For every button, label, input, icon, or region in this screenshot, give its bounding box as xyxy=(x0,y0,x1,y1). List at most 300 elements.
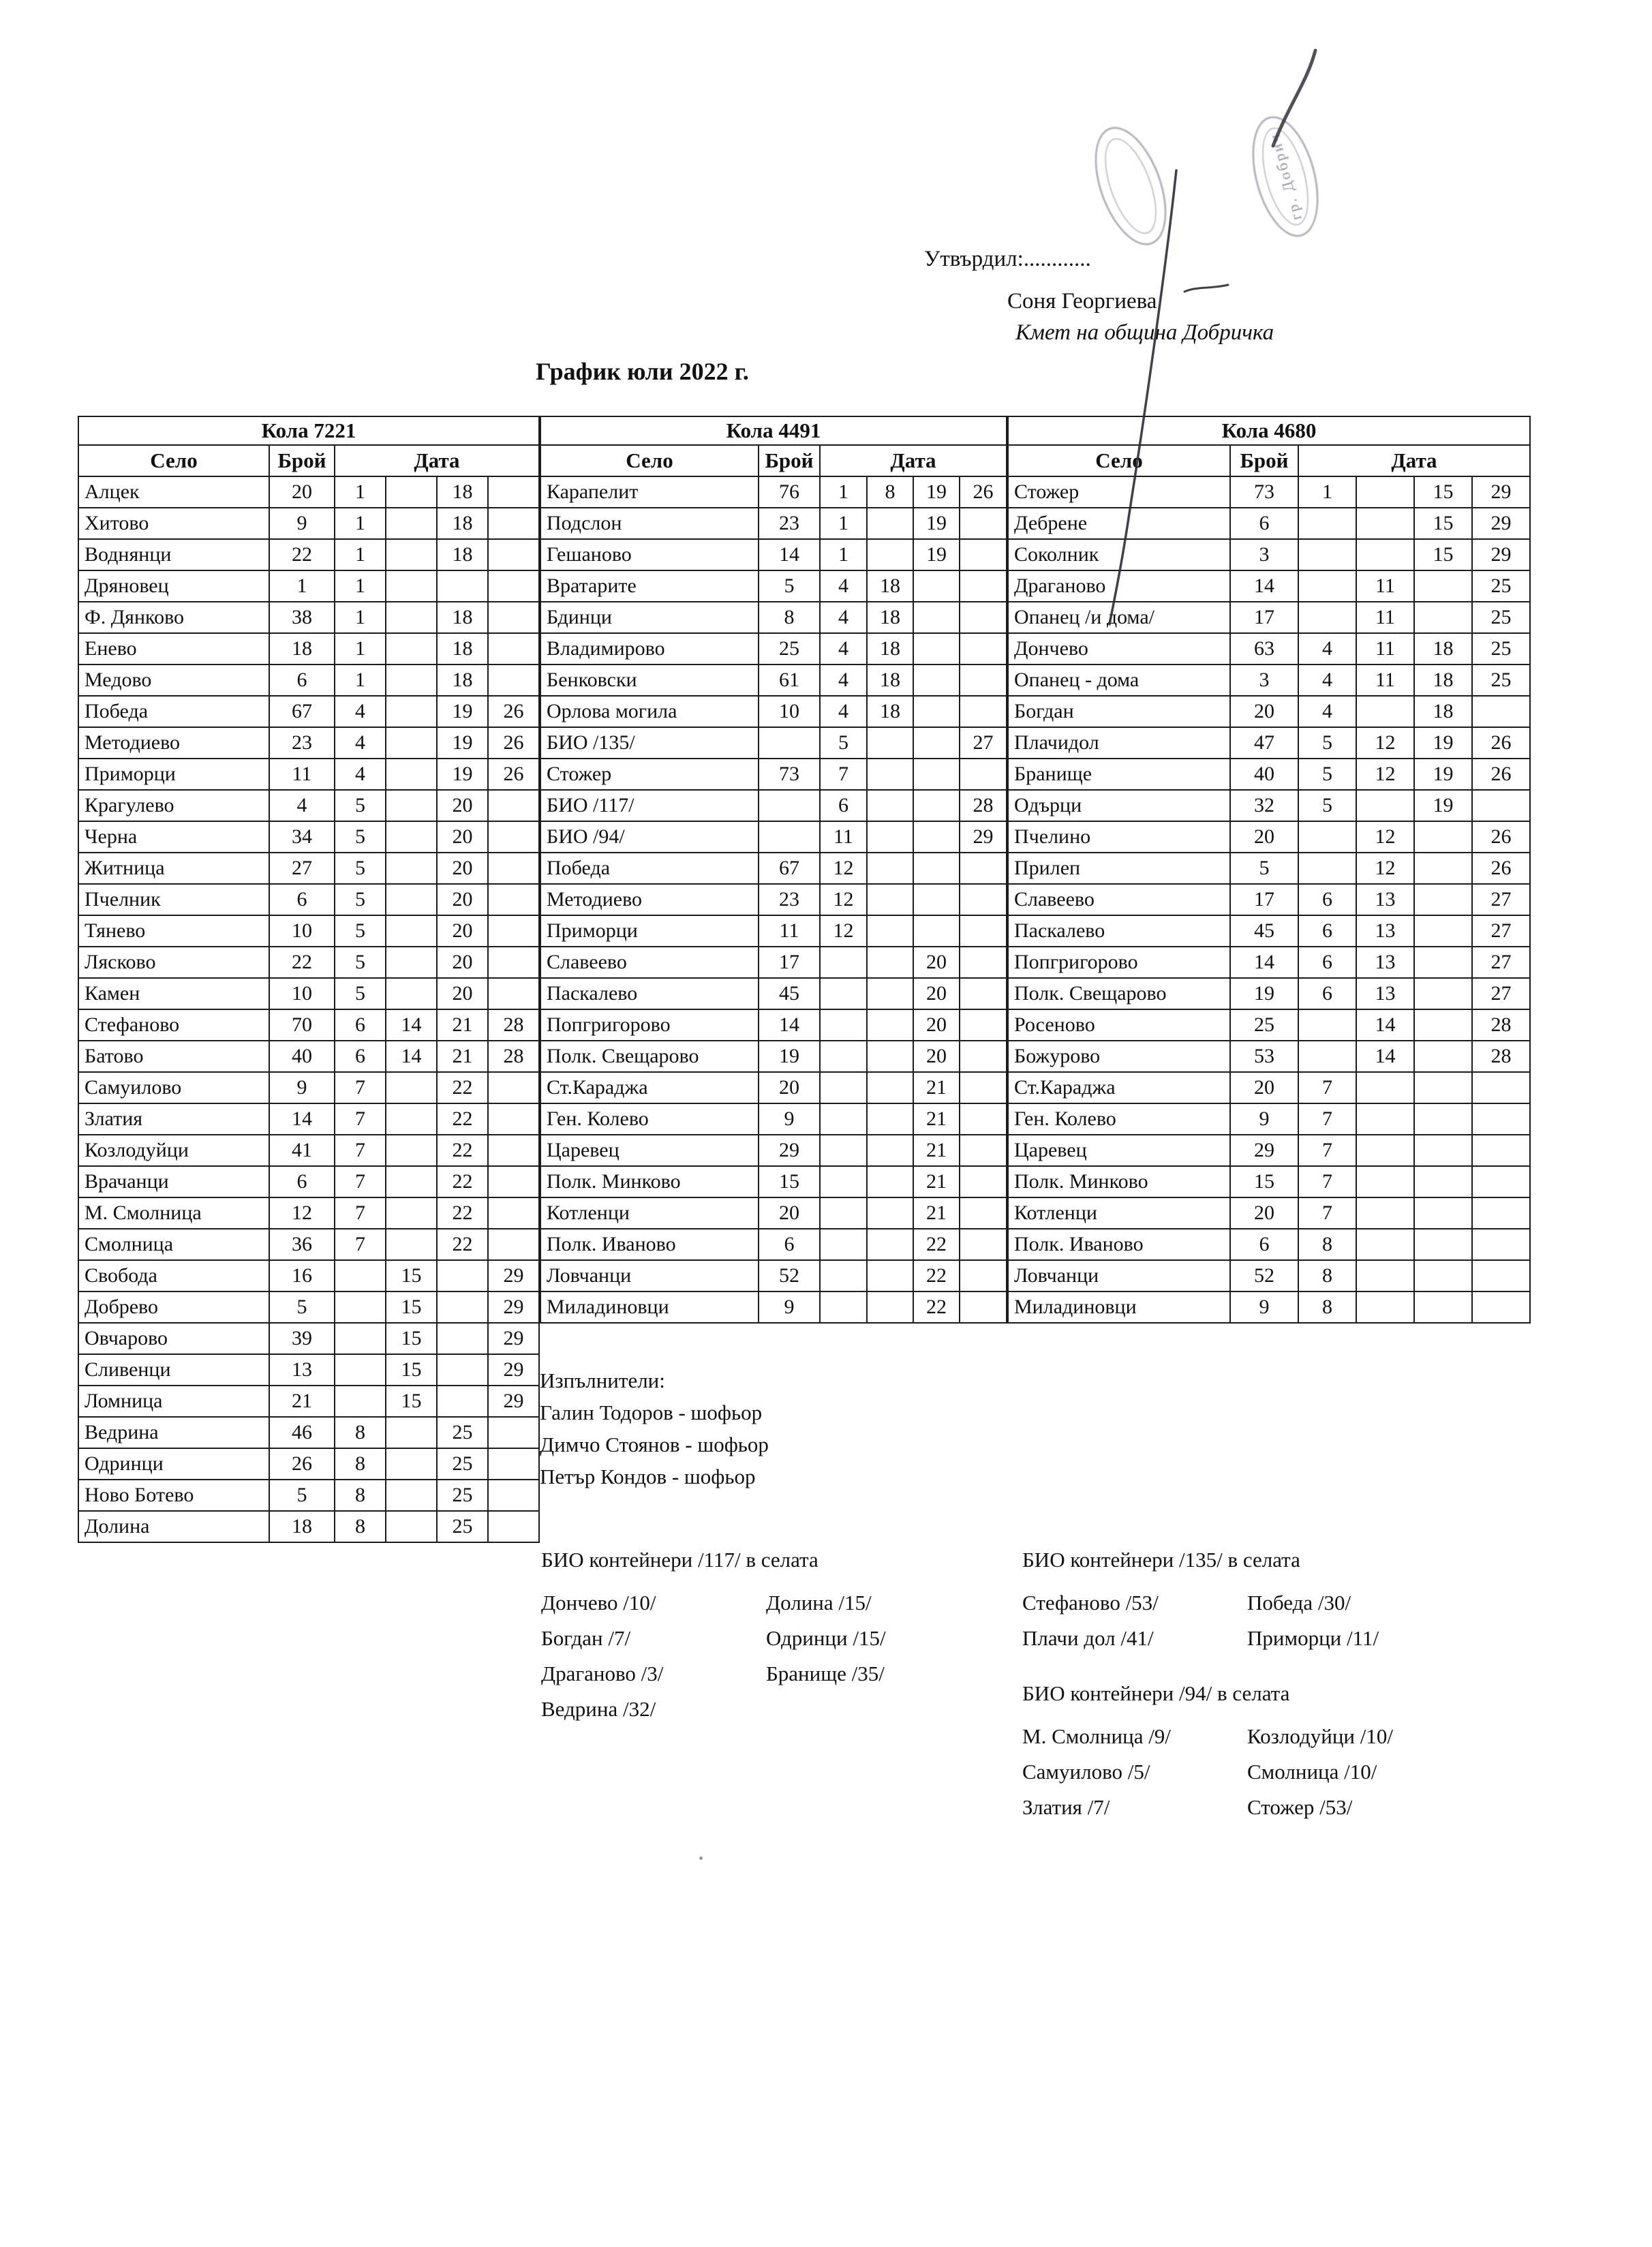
table-row xyxy=(78,947,539,978)
village-cell: Подслон xyxy=(540,508,759,539)
date-cell: 18 xyxy=(1414,633,1472,664)
count-cell: 11 xyxy=(759,915,820,947)
table-row xyxy=(540,539,1007,570)
date-cell: 29 xyxy=(960,821,1007,853)
village-cell: Хитово xyxy=(78,508,269,539)
schedule-table-kola-4680 xyxy=(1007,416,1531,1324)
date-cell: 22 xyxy=(437,1166,488,1197)
count-cell: 26 xyxy=(269,1448,335,1480)
date-cell: 28 xyxy=(960,790,1007,821)
date-cell: 11 xyxy=(1356,602,1414,633)
date-cell: 5 xyxy=(335,853,386,884)
date-cell xyxy=(1356,1166,1414,1197)
date-cell xyxy=(867,539,913,570)
date-cell xyxy=(820,1009,867,1041)
date-cell xyxy=(1356,539,1414,570)
village-cell: Царевец xyxy=(1008,1135,1230,1166)
date-cell xyxy=(960,1103,1007,1135)
village-cell: Опанец /и дома/ xyxy=(1008,602,1230,633)
count-cell: 9 xyxy=(269,508,335,539)
date-cell xyxy=(1414,947,1472,978)
count-cell: 17 xyxy=(1230,884,1298,915)
count-cell: 34 xyxy=(269,821,335,853)
date-cell: 6 xyxy=(1298,915,1356,947)
date-cell xyxy=(437,570,488,602)
date-cell: 22 xyxy=(437,1135,488,1166)
date-cell xyxy=(913,790,960,821)
count-cell xyxy=(759,821,820,853)
count-cell: 22 xyxy=(269,539,335,570)
table-row xyxy=(78,696,539,727)
bio-note-117 xyxy=(541,1548,886,1727)
date-cell: 8 xyxy=(335,1448,386,1480)
date-cell: 18 xyxy=(867,696,913,727)
date-cell xyxy=(386,1511,437,1542)
village-cell: Победа xyxy=(540,853,759,884)
village-cell: Дончево xyxy=(1008,633,1230,664)
village-cell: Бенковски xyxy=(540,664,759,696)
date-cell xyxy=(386,696,437,727)
date-cell xyxy=(867,915,913,947)
date-cell xyxy=(820,1291,867,1323)
count-cell: 61 xyxy=(759,664,820,696)
date-cell xyxy=(867,759,913,790)
date-cell xyxy=(820,1135,867,1166)
date-cell: 15 xyxy=(386,1386,437,1417)
table-row xyxy=(1008,1009,1530,1041)
date-cell xyxy=(960,664,1007,696)
date-cell xyxy=(1356,1135,1414,1166)
table-row xyxy=(540,1229,1007,1260)
date-cell: 29 xyxy=(1472,539,1530,570)
table-row xyxy=(78,853,539,884)
table-row xyxy=(1008,1197,1530,1229)
village-cell: Попгригорово xyxy=(540,1009,759,1041)
date-cell xyxy=(820,1072,867,1103)
table-row xyxy=(540,853,1007,884)
table-row xyxy=(540,1103,1007,1135)
date-cell xyxy=(960,853,1007,884)
date-cell: 6 xyxy=(1298,978,1356,1009)
date-cell xyxy=(1472,1103,1530,1135)
table-row xyxy=(540,1291,1007,1323)
village-cell: Долина xyxy=(78,1511,269,1542)
date-cell: 22 xyxy=(437,1197,488,1229)
date-cell xyxy=(488,664,539,696)
table-row xyxy=(1008,476,1530,508)
table-row xyxy=(1008,790,1530,821)
table-row xyxy=(78,1041,539,1072)
count-cell: 39 xyxy=(269,1323,335,1354)
table-row xyxy=(78,727,539,759)
date-cell: 14 xyxy=(386,1009,437,1041)
count-cell: 5 xyxy=(1230,853,1298,884)
date-cell xyxy=(867,508,913,539)
date-cell xyxy=(867,1135,913,1166)
approver-name: Соня Георгиева xyxy=(1007,289,1157,314)
date-cell xyxy=(386,853,437,884)
village-cell: Богдан xyxy=(1008,696,1230,727)
date-cell: 5 xyxy=(820,727,867,759)
date-cell xyxy=(1472,1260,1530,1291)
date-cell: 7 xyxy=(335,1103,386,1135)
date-cell: 6 xyxy=(335,1009,386,1041)
date-cell xyxy=(913,915,960,947)
col-header-village: Село xyxy=(1008,445,1230,476)
date-cell xyxy=(867,821,913,853)
date-cell: 7 xyxy=(1298,1072,1356,1103)
village-cell: Приморци xyxy=(78,759,269,790)
col-header-date: Дата xyxy=(820,445,1007,476)
date-cell xyxy=(867,947,913,978)
date-cell xyxy=(960,570,1007,602)
count-cell: 40 xyxy=(269,1041,335,1072)
date-cell: 14 xyxy=(1356,1041,1414,1072)
list-item: Стефаново /53/ xyxy=(1022,1591,1159,1615)
note-heading: БИО контейнери /117/ в селата xyxy=(541,1548,819,1572)
village-cell: Ст.Караджа xyxy=(540,1072,759,1103)
date-cell: 7 xyxy=(1298,1103,1356,1135)
date-cell: 22 xyxy=(913,1260,960,1291)
count-cell: 36 xyxy=(269,1229,335,1260)
date-cell xyxy=(1356,790,1414,821)
village-cell: Попгригорово xyxy=(1008,947,1230,978)
date-cell xyxy=(386,1448,437,1480)
date-cell: 28 xyxy=(1472,1009,1530,1041)
date-cell xyxy=(437,1260,488,1291)
table-row xyxy=(78,1072,539,1103)
date-cell: 29 xyxy=(488,1323,539,1354)
count-cell xyxy=(759,727,820,759)
date-cell xyxy=(386,1197,437,1229)
date-cell xyxy=(1356,1103,1414,1135)
count-cell: 20 xyxy=(759,1072,820,1103)
village-cell: Миладиновци xyxy=(540,1291,759,1323)
village-cell: Божурово xyxy=(1008,1041,1230,1072)
count-cell: 6 xyxy=(759,1229,820,1260)
date-cell xyxy=(1414,1009,1472,1041)
count-cell: 3 xyxy=(1230,664,1298,696)
village-cell: Полк. Свещарово xyxy=(1008,978,1230,1009)
date-cell xyxy=(913,727,960,759)
date-cell: 12 xyxy=(1356,759,1414,790)
count-cell: 19 xyxy=(759,1041,820,1072)
date-cell: 25 xyxy=(437,1480,488,1511)
date-cell xyxy=(867,1103,913,1135)
village-cell: Полк. Минково xyxy=(1008,1166,1230,1197)
date-cell xyxy=(820,978,867,1009)
date-cell: 14 xyxy=(1356,1009,1414,1041)
date-cell: 26 xyxy=(1472,821,1530,853)
note-heading: БИО контейнери /135/ в селата xyxy=(1022,1548,1300,1572)
date-cell: 18 xyxy=(437,633,488,664)
date-cell xyxy=(1472,1135,1530,1166)
date-cell: 5 xyxy=(1298,727,1356,759)
scan-speck xyxy=(699,1856,703,1860)
table-row xyxy=(1008,633,1530,664)
date-cell: 4 xyxy=(335,759,386,790)
table-row xyxy=(1008,1166,1530,1197)
date-cell: 29 xyxy=(488,1291,539,1323)
count-cell: 12 xyxy=(269,1197,335,1229)
date-cell xyxy=(386,821,437,853)
date-cell xyxy=(1356,476,1414,508)
count-cell: 6 xyxy=(1230,508,1298,539)
table-row xyxy=(78,978,539,1009)
table-row xyxy=(1008,853,1530,884)
count-cell: 17 xyxy=(759,947,820,978)
date-cell xyxy=(386,759,437,790)
date-cell xyxy=(386,539,437,570)
date-cell: 7 xyxy=(335,1072,386,1103)
table-body xyxy=(540,476,1007,1323)
village-cell: Котленци xyxy=(1008,1197,1230,1229)
date-cell xyxy=(820,1229,867,1260)
list-item: Петър Кондов - шофьор xyxy=(540,1465,756,1488)
village-cell: Миладиновци xyxy=(1008,1291,1230,1323)
village-cell: БИО /135/ xyxy=(540,727,759,759)
count-cell: 20 xyxy=(1230,821,1298,853)
approved-label: Утвърдил:............ xyxy=(924,247,1091,271)
date-cell xyxy=(913,602,960,633)
col-header-count: Брой xyxy=(1230,445,1298,476)
village-cell: Енево xyxy=(78,633,269,664)
bio-note-135 xyxy=(1022,1548,1379,1656)
date-cell xyxy=(488,1103,539,1135)
date-cell xyxy=(437,1354,488,1386)
date-cell: 6 xyxy=(335,1041,386,1072)
village-cell: Сливенци xyxy=(78,1354,269,1386)
count-cell: 9 xyxy=(759,1291,820,1323)
count-cell: 9 xyxy=(759,1103,820,1135)
note-column-b xyxy=(1247,1585,1379,1656)
village-cell: Козлодуйци xyxy=(78,1135,269,1166)
executors-block xyxy=(540,1364,769,1493)
village-cell: Овчарово xyxy=(78,1323,269,1354)
village-cell: Методиево xyxy=(540,884,759,915)
table-row xyxy=(1008,947,1530,978)
date-cell: 11 xyxy=(1356,633,1414,664)
date-cell: 20 xyxy=(913,947,960,978)
table-row xyxy=(78,1197,539,1229)
count-cell: 15 xyxy=(759,1166,820,1197)
date-cell: 19 xyxy=(913,508,960,539)
date-cell xyxy=(960,696,1007,727)
date-cell: 4 xyxy=(1298,633,1356,664)
table-body xyxy=(78,476,539,1542)
date-cell: 15 xyxy=(1414,539,1472,570)
count-cell: 76 xyxy=(759,476,820,508)
table-row xyxy=(1008,1072,1530,1103)
date-cell xyxy=(1414,1041,1472,1072)
date-cell xyxy=(488,1480,539,1511)
date-cell: 14 xyxy=(386,1041,437,1072)
date-cell xyxy=(913,821,960,853)
village-cell: Владимирово xyxy=(540,633,759,664)
count-cell: 63 xyxy=(1230,633,1298,664)
date-cell xyxy=(913,853,960,884)
date-cell: 20 xyxy=(913,978,960,1009)
table-row xyxy=(540,1072,1007,1103)
car-title: Кола 4491 xyxy=(540,416,1007,445)
table-row xyxy=(78,539,539,570)
date-cell: 18 xyxy=(867,633,913,664)
date-cell: 7 xyxy=(335,1166,386,1197)
date-cell xyxy=(488,790,539,821)
date-cell: 27 xyxy=(960,727,1007,759)
date-cell xyxy=(488,602,539,633)
count-cell: 25 xyxy=(759,633,820,664)
table-row xyxy=(540,1166,1007,1197)
date-cell xyxy=(488,1417,539,1448)
count-cell: 32 xyxy=(1230,790,1298,821)
village-cell: Врачанци xyxy=(78,1166,269,1197)
date-cell: 7 xyxy=(335,1229,386,1260)
date-cell: 19 xyxy=(437,727,488,759)
table-row xyxy=(78,1291,539,1323)
date-cell: 11 xyxy=(1356,570,1414,602)
date-cell: 19 xyxy=(1414,727,1472,759)
date-cell: 15 xyxy=(1414,508,1472,539)
date-cell xyxy=(335,1260,386,1291)
date-cell xyxy=(386,1480,437,1511)
date-cell xyxy=(1414,884,1472,915)
village-cell: Соколник xyxy=(1008,539,1230,570)
date-cell xyxy=(437,1386,488,1417)
count-cell: 20 xyxy=(1230,1197,1298,1229)
date-cell: 4 xyxy=(1298,696,1356,727)
date-cell: 5 xyxy=(335,915,386,947)
approver-title: Кмет на община Добричка xyxy=(1015,320,1274,345)
count-cell: 67 xyxy=(269,696,335,727)
date-cell xyxy=(386,1072,437,1103)
date-cell xyxy=(1298,602,1356,633)
table-body xyxy=(1008,476,1530,1323)
bio-note-94 xyxy=(1022,1682,1393,1825)
date-cell xyxy=(820,1197,867,1229)
count-cell: 20 xyxy=(1230,1072,1298,1103)
village-cell: Крагулево xyxy=(78,790,269,821)
count-cell: 6 xyxy=(269,664,335,696)
table-row xyxy=(540,476,1007,508)
count-cell: 40 xyxy=(1230,759,1298,790)
date-cell xyxy=(488,853,539,884)
village-cell: Славеево xyxy=(1008,884,1230,915)
date-cell xyxy=(867,1009,913,1041)
date-cell: 26 xyxy=(1472,853,1530,884)
list-item: Долина /15/ xyxy=(766,1591,872,1615)
count-cell: 52 xyxy=(1230,1260,1298,1291)
date-cell xyxy=(1414,1103,1472,1135)
date-cell xyxy=(913,633,960,664)
date-cell xyxy=(335,1354,386,1386)
date-cell xyxy=(960,1260,1007,1291)
date-cell: 4 xyxy=(820,602,867,633)
date-cell xyxy=(386,790,437,821)
table-row xyxy=(1008,539,1530,570)
date-cell xyxy=(960,1197,1007,1229)
date-cell: 4 xyxy=(820,664,867,696)
village-cell: Ген. Колево xyxy=(540,1103,759,1135)
village-cell: Златия xyxy=(78,1103,269,1135)
table-row xyxy=(1008,727,1530,759)
date-cell xyxy=(1356,508,1414,539)
date-cell: 20 xyxy=(437,790,488,821)
table-row xyxy=(78,759,539,790)
village-cell: Алцек xyxy=(78,476,269,508)
date-cell xyxy=(1298,570,1356,602)
date-cell xyxy=(867,853,913,884)
date-cell: 25 xyxy=(437,1511,488,1542)
table-row xyxy=(78,1229,539,1260)
village-cell: Ловчанци xyxy=(1008,1260,1230,1291)
date-cell xyxy=(1356,1229,1414,1260)
date-cell xyxy=(1414,1197,1472,1229)
table-row xyxy=(78,790,539,821)
date-cell xyxy=(386,947,437,978)
date-cell: 19 xyxy=(437,696,488,727)
date-cell: 6 xyxy=(1298,884,1356,915)
count-cell: 6 xyxy=(1230,1229,1298,1260)
list-item: Димчо Стоянов - шофьор xyxy=(540,1433,769,1456)
table-row xyxy=(540,978,1007,1009)
table-row xyxy=(78,1323,539,1354)
date-cell: 25 xyxy=(1472,602,1530,633)
list-item: Златия /7/ xyxy=(1022,1795,1110,1819)
list-item: Бранище /35/ xyxy=(766,1662,885,1685)
date-cell xyxy=(386,884,437,915)
date-cell: 5 xyxy=(335,947,386,978)
village-cell: Бранище xyxy=(1008,759,1230,790)
date-cell xyxy=(960,633,1007,664)
date-cell xyxy=(335,1386,386,1417)
date-cell: 21 xyxy=(913,1197,960,1229)
schedule-tables xyxy=(78,416,1531,1543)
column-header-row xyxy=(1008,445,1530,476)
count-cell: 14 xyxy=(759,539,820,570)
date-cell xyxy=(820,1260,867,1291)
date-cell xyxy=(1298,539,1356,570)
count-cell: 46 xyxy=(269,1417,335,1448)
date-cell: 18 xyxy=(437,664,488,696)
date-cell xyxy=(960,947,1007,978)
table-row xyxy=(540,884,1007,915)
date-cell: 21 xyxy=(913,1135,960,1166)
date-cell: 12 xyxy=(820,853,867,884)
schedule-table-kola-4491 xyxy=(540,416,1007,1324)
date-cell xyxy=(960,1072,1007,1103)
table-row xyxy=(78,821,539,853)
date-cell: 13 xyxy=(1356,978,1414,1009)
village-cell: Паскалево xyxy=(540,978,759,1009)
count-cell: 14 xyxy=(1230,947,1298,978)
date-cell xyxy=(960,978,1007,1009)
village-cell: Одърци xyxy=(1008,790,1230,821)
count-cell: 19 xyxy=(1230,978,1298,1009)
car-header-row xyxy=(78,416,539,445)
date-cell: 7 xyxy=(820,759,867,790)
list-item: Приморци /11/ xyxy=(1247,1626,1379,1650)
count-cell: 18 xyxy=(269,1511,335,1542)
village-cell: Полк. Иваново xyxy=(540,1229,759,1260)
village-cell: Приморци xyxy=(540,915,759,947)
date-cell xyxy=(488,821,539,853)
executors-heading: Изпълнители: xyxy=(540,1369,665,1392)
table-row xyxy=(540,790,1007,821)
table-row xyxy=(1008,1103,1530,1135)
list-item: Стожер /53/ xyxy=(1247,1795,1353,1819)
count-cell: 45 xyxy=(1230,915,1298,947)
